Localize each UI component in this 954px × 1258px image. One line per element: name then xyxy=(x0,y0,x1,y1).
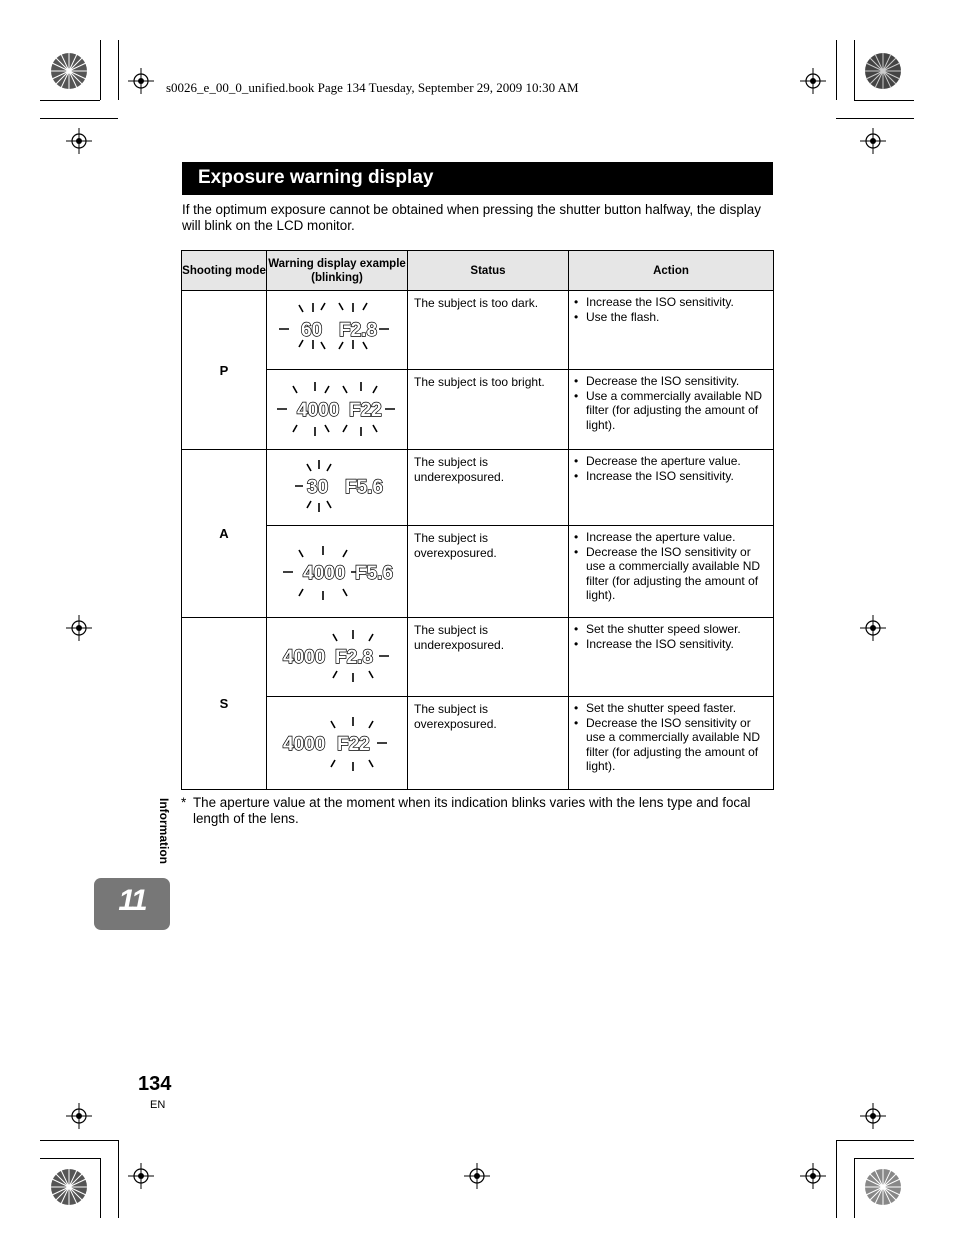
table-row xyxy=(182,450,774,526)
header-shooting-mode: Shooting mode xyxy=(182,251,267,291)
mode-cell-a: A xyxy=(182,450,267,618)
status-cell: The subject is overexposured. xyxy=(408,526,569,618)
action-item: • Set the shutter speed faster. xyxy=(574,701,767,716)
color-rosette-icon xyxy=(50,52,88,90)
warning-display-cell xyxy=(267,697,408,790)
aperture-readout: F2.8 xyxy=(339,320,378,341)
blinking-display-icon xyxy=(267,370,407,449)
shutter-readout: 60 xyxy=(301,320,323,341)
shutter-readout: 30 xyxy=(307,477,329,498)
action-item: • Decrease the ISO sensitivity or use a commercially available ND filter (for adjusting the amount of light). xyxy=(574,716,767,774)
warning-display-cell xyxy=(267,450,408,526)
table-row xyxy=(182,370,774,450)
mode-cell-p: P xyxy=(182,291,267,450)
chapter-tab xyxy=(94,878,170,930)
registration-mark-icon xyxy=(464,1163,490,1189)
action-item: • Use a commercially available ND filter (for adjusting the amount of light). xyxy=(574,389,767,433)
action-item: • Set the shutter speed slower. xyxy=(574,622,767,637)
warning-display-cell xyxy=(267,618,408,697)
registration-mark-icon xyxy=(860,615,886,641)
chapter-number: 11 xyxy=(118,884,146,917)
section-title: Exposure warning display xyxy=(198,167,434,188)
section-title-bar xyxy=(182,162,773,195)
blinking-display-icon xyxy=(267,450,407,525)
footnote-marker: * xyxy=(181,795,187,810)
blinking-display-icon xyxy=(267,291,407,369)
intro-paragraph: If the optimum exposure cannot be obtained when pressing the shutter button halfway, the display will blink on the LCD monitor. xyxy=(182,202,761,233)
action-item: • Increase the ISO sensitivity. xyxy=(574,295,767,310)
status-cell: The subject is underexposured. xyxy=(408,618,569,697)
registration-mark-icon xyxy=(66,615,92,641)
shutter-readout: 4000 xyxy=(283,647,326,668)
shutter-readout: 4000 xyxy=(303,563,346,584)
table-row xyxy=(182,618,774,697)
table-header-row xyxy=(182,251,774,291)
chapter-side-label-text: Information xyxy=(157,798,171,864)
action-cell xyxy=(569,291,774,370)
color-rosette-icon xyxy=(50,1168,88,1206)
color-rosette-icon xyxy=(864,1168,902,1206)
book-header-line: s0026_e_00_0_unified.book Page 134 Tuesday, September 29, 2009 10:30 AM xyxy=(166,80,579,95)
table-row xyxy=(182,291,774,370)
blinking-display-icon xyxy=(267,697,407,789)
registration-mark-icon xyxy=(800,68,826,94)
header-warning-display: Warning display example (blinking) xyxy=(267,251,408,291)
shutter-readout: 4000 xyxy=(283,734,326,755)
status-cell: The subject is overexposured. xyxy=(408,697,569,790)
exposure-warning-table xyxy=(181,250,774,790)
chapter-side-label xyxy=(150,792,176,876)
action-cell xyxy=(569,697,774,790)
action-cell xyxy=(569,618,774,697)
action-cell xyxy=(569,450,774,526)
shutter-readout: 4000 xyxy=(297,400,340,421)
aperture-readout: F22 xyxy=(337,734,370,755)
footnote-text: The aperture value at the moment when its indication blinks varies with the lens type and focal length of the lens. xyxy=(193,795,751,826)
status-cell: The subject is underexposured. xyxy=(408,450,569,526)
registration-mark-icon xyxy=(860,128,886,154)
status-cell: The subject is too bright. xyxy=(408,370,569,450)
action-item: • Decrease the ISO sensitivity. xyxy=(574,374,767,389)
registration-mark-icon xyxy=(800,1163,826,1189)
action-item: • Increase the aperture value. xyxy=(574,530,767,545)
action-item: • Decrease the aperture value. xyxy=(574,454,767,469)
action-cell xyxy=(569,370,774,450)
aperture-readout: F2.8 xyxy=(335,647,374,668)
table-row xyxy=(182,697,774,790)
action-item: • Increase the ISO sensitivity. xyxy=(574,637,767,652)
aperture-readout: F22 xyxy=(349,400,382,421)
registration-mark-icon xyxy=(128,1163,154,1189)
registration-mark-icon xyxy=(66,1103,92,1129)
action-item: • Decrease the ISO sensitivity or use a commercially available ND filter (for adjusting the amount of light). xyxy=(574,545,767,603)
header-status: Status xyxy=(408,251,569,291)
status-cell: The subject is too dark. xyxy=(408,291,569,370)
blinking-display-icon xyxy=(267,618,407,696)
registration-mark-icon xyxy=(66,128,92,154)
action-item: • Use the flash. xyxy=(574,310,767,325)
footnote xyxy=(181,795,781,827)
action-cell xyxy=(569,526,774,618)
mode-cell-s: S xyxy=(182,618,267,790)
blinking-display-icon xyxy=(267,526,407,617)
page-number: 134 xyxy=(138,1073,172,1095)
color-rosette-icon xyxy=(864,52,902,90)
warning-display-cell xyxy=(267,291,408,370)
warning-display-cell xyxy=(267,370,408,450)
header-action: Action xyxy=(569,251,774,291)
registration-mark-icon xyxy=(128,68,154,94)
registration-mark-icon xyxy=(860,1103,886,1129)
language-code: EN xyxy=(150,1099,166,1111)
warning-display-cell xyxy=(267,526,408,618)
action-item: • Increase the ISO sensitivity. xyxy=(574,469,767,484)
aperture-readout: F5.6 xyxy=(345,477,384,498)
table-row xyxy=(182,526,774,618)
aperture-readout: F5.6 xyxy=(355,563,394,584)
